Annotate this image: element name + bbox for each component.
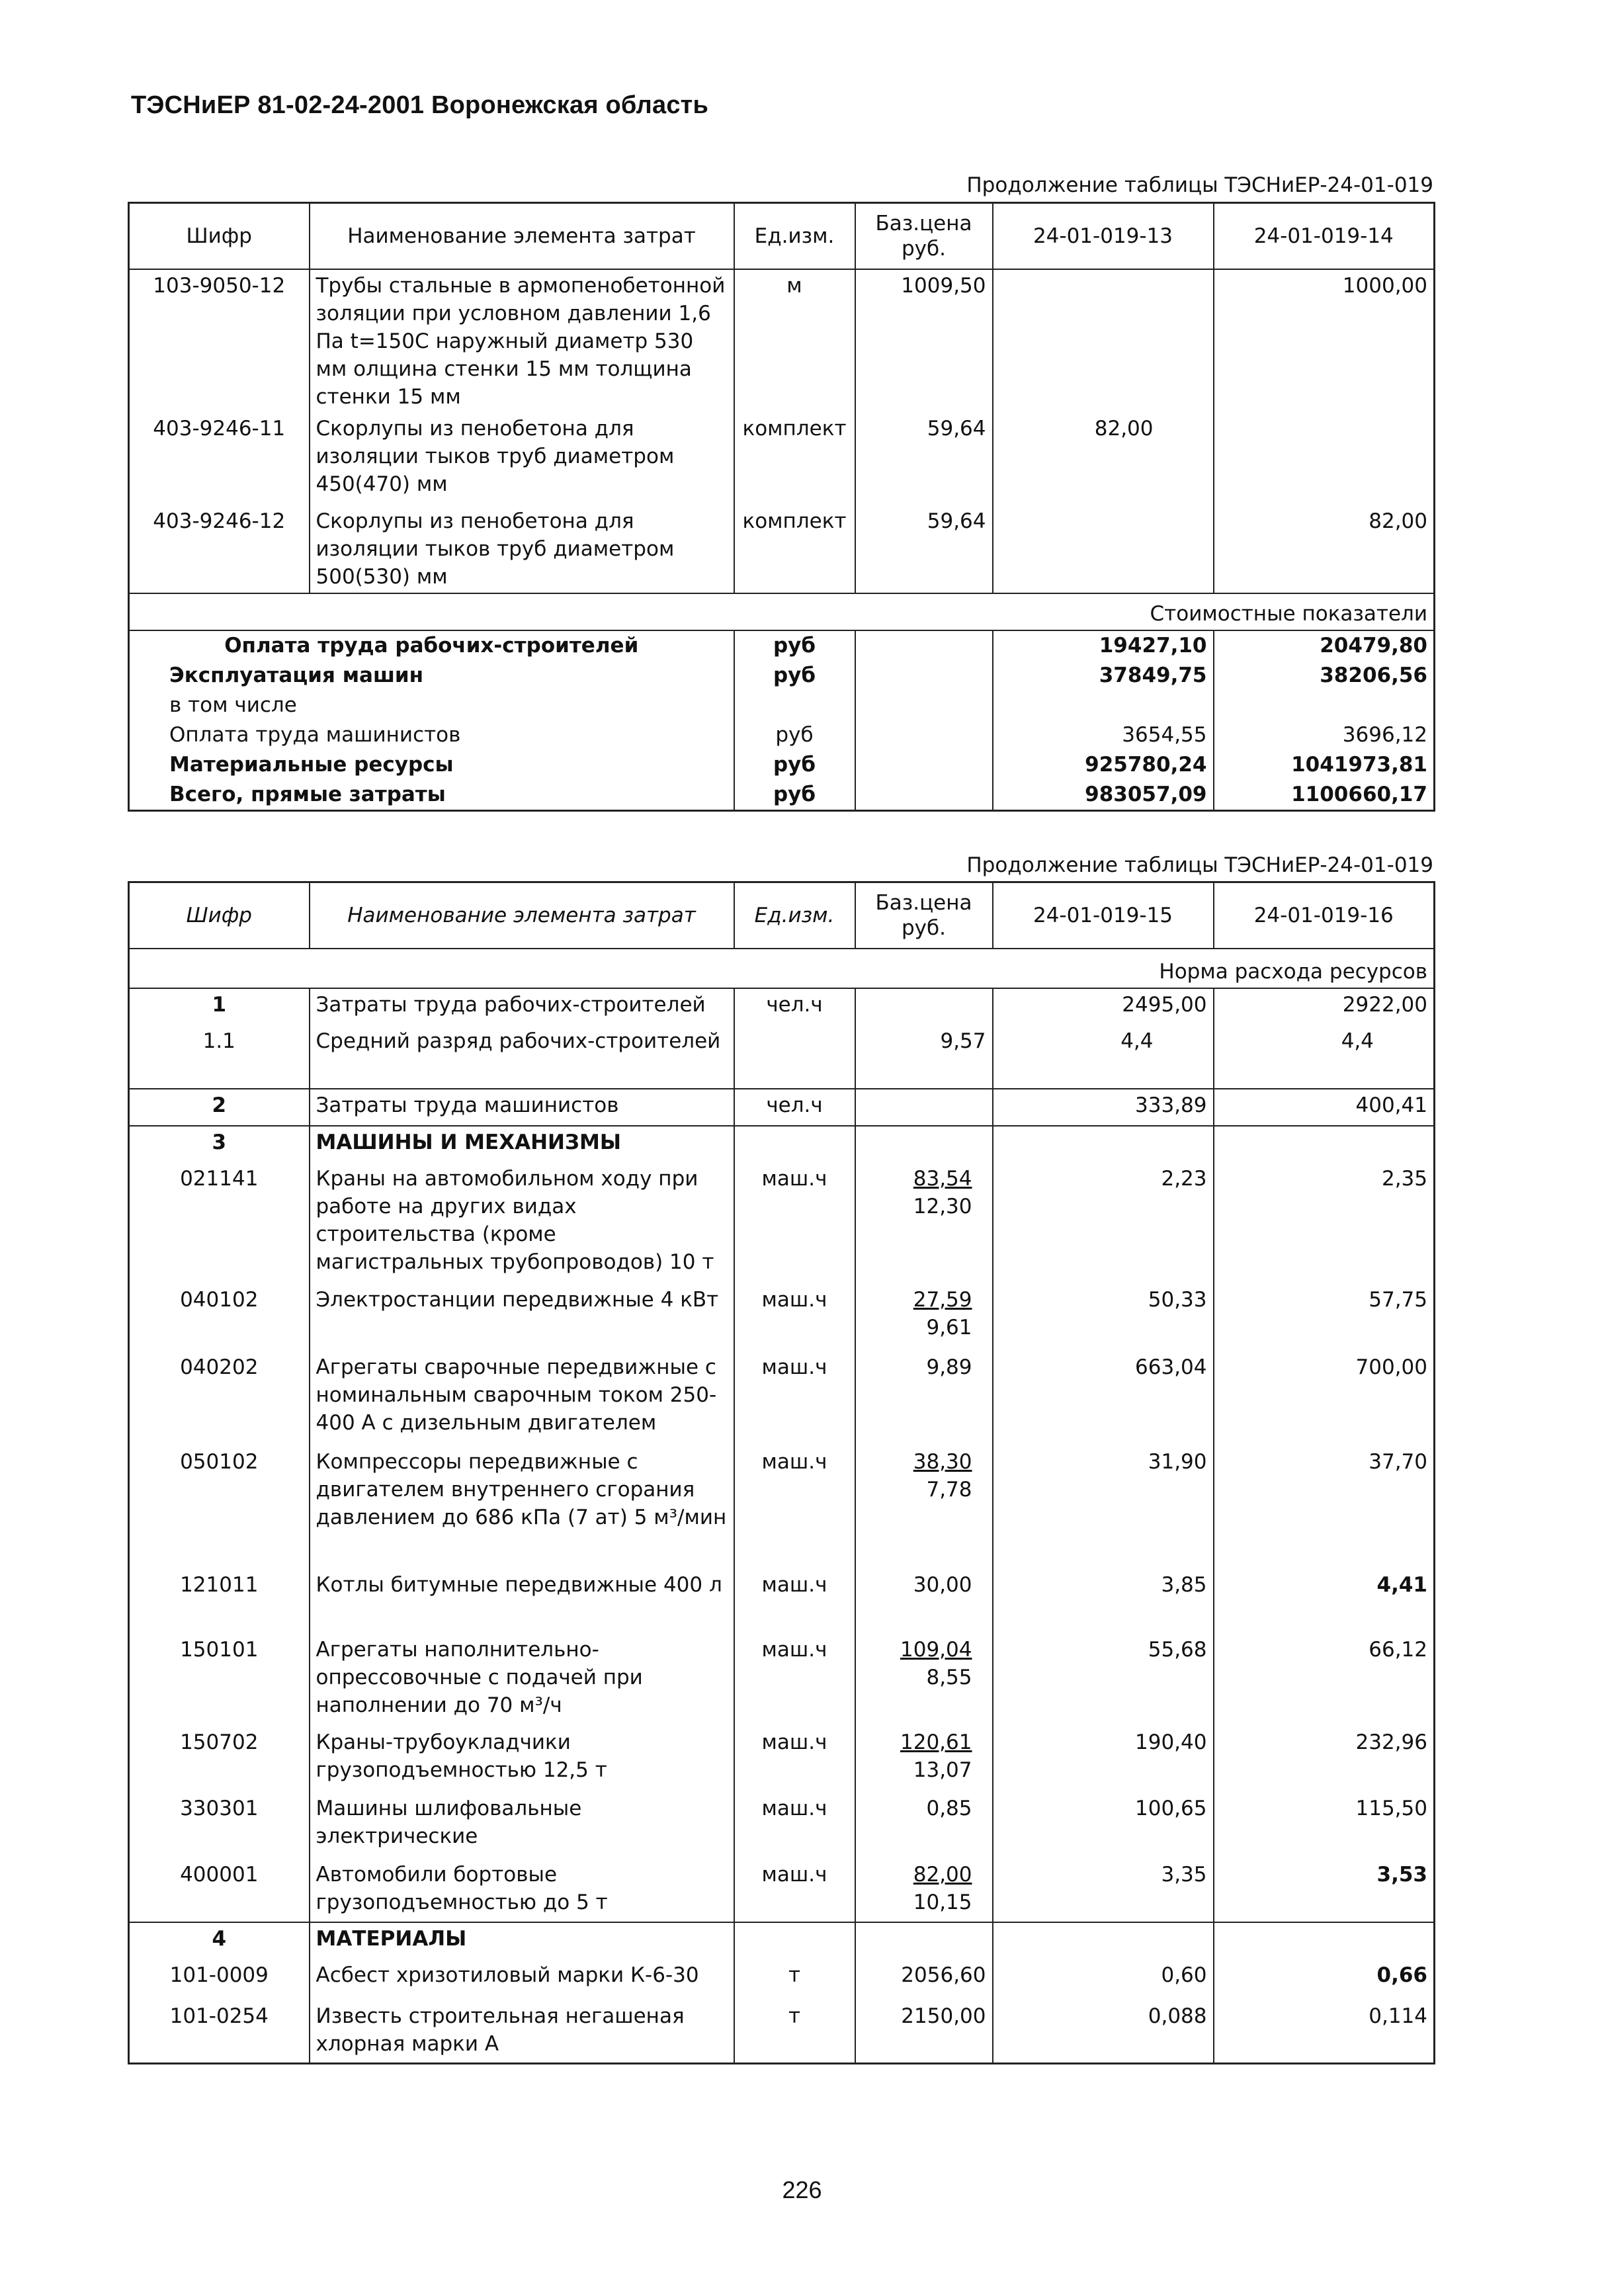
totals-row [129,661,1435,691]
header-col-16: 24-01-019-16 [1214,882,1435,949]
row-unit: чел.ч [734,988,855,1025]
total-label: Всего, прямые затраты [169,782,446,806]
total-value-2: 1100660,17 [1214,780,1435,811]
total-value-2: 1041973,81 [1214,750,1435,780]
row-price [855,988,993,1025]
table-row [129,1634,1435,1726]
price-base: 27,59 [913,1287,972,1312]
price-wages: 12,30 [913,1194,972,1218]
row-price: 9,57 [855,1025,993,1089]
row-name: Электростанции передвижные 4 кВт [310,1284,734,1351]
table-row [129,1793,1435,1859]
row-value-2: 4,41 [1214,1569,1435,1634]
row-price [855,1634,993,1726]
row-code: 101-0254 [169,2004,269,2028]
row-code: 1.1 [202,1029,235,1053]
header-code: Шифр [129,203,310,269]
row-value-1 [993,505,1214,593]
row-value-2: 2,35 [1214,1163,1435,1284]
row-unit: маш.ч [734,1284,855,1351]
row-name: Асбест хризотиловый марки К-6-30 [310,1959,734,2000]
total-value-1: 925780,24 [993,750,1214,780]
section-code: 3 [129,1126,310,1163]
header-price: Баз.цена руб. [855,203,993,269]
row-name: Скорлупы из пенобетона для изоляции тыков труб диаметром 500(530) мм [310,505,734,593]
total-value-2 [1214,691,1435,720]
row-name: Затраты труда рабочих-строителей [310,988,734,1025]
total-value-1: 3654,55 [993,720,1214,750]
row-name: Скорлупы из пенобетона для изоляции тыков труб диаметром 450(470) мм [310,413,734,505]
row-value-2: 3,53 [1214,1859,1435,1922]
row-value-2: 232,96 [1214,1726,1435,1793]
row-value-1: 2,23 [993,1163,1214,1284]
row-price: 1009,50 [855,269,993,413]
row-code: 040202 [180,1355,259,1379]
row-unit: маш.ч [734,1446,855,1569]
price-wages: 10,15 [913,1890,972,1914]
header-name: Наименование элемента затрат [310,882,734,949]
row-code: 330301 [180,1796,259,1820]
row-value-2 [1214,413,1435,505]
row-price [855,1859,993,1922]
row-price: 9,89 [855,1351,993,1446]
row-value-1 [993,1126,1214,1163]
total-price [855,691,993,720]
row-name: Компрессоры передвижные с двигателем внутреннего сгорания давлением до 686 кПа (7 ат) 5 м³/мин [310,1446,734,1569]
header-col-13: 24-01-019-13 [993,203,1214,269]
price-base: 82,00 [913,1862,972,1887]
row-unit: м [734,269,855,413]
row-value-1: 190,40 [993,1726,1214,1793]
table2 [128,881,1435,2064]
price-base: 109,04 [900,1637,972,1662]
total-price [855,750,993,780]
row-name: Котлы битумные передвижные 400 л [310,1569,734,1634]
total-label: Оплата труда машинистов [169,722,461,747]
row-unit: маш.ч [734,1351,855,1446]
row-value-2: 82,00 [1214,505,1435,593]
row-value-1: 3,35 [993,1859,1214,1922]
table-row [129,1351,1435,1446]
row-unit [734,1126,855,1163]
row-value-1: 0,60 [993,1959,1214,2000]
row-code: 403-9246-12 [153,509,286,533]
row-value-2 [1214,1126,1435,1163]
row-price [855,1726,993,1793]
row-unit: маш.ч [734,1163,855,1284]
row-code: 103-9050-12 [153,273,286,298]
row-code: 150702 [180,1730,259,1754]
row-value-1: 55,68 [993,1634,1214,1726]
row-name: Средний разряд рабочих-строителей [310,1025,734,1089]
total-label: в том числе [169,693,297,717]
row-price [855,1284,993,1351]
price-wages: 13,07 [913,1758,972,1782]
norm-section-row [129,949,1435,988]
row-code: 050102 [180,1449,259,1474]
row-name: Известь строительная негашеная хлорная марки А [310,2000,734,2064]
section-code: 4 [129,1922,310,1959]
row-value-2 [1214,1922,1435,1959]
row-code: 021141 [180,1166,259,1191]
row-value-1: 4,4 [993,1025,1214,1089]
row-unit: маш.ч [734,1793,855,1859]
section-row [129,1922,1435,1959]
row-code: 150101 [180,1637,259,1662]
row-code: 121011 [180,1572,259,1597]
row-value-1: 31,90 [993,1446,1214,1569]
total-price [855,630,993,661]
totals-row [129,720,1435,750]
row-unit [734,1922,855,1959]
header-unit: Ед.изм. [734,882,855,949]
table-row [129,1726,1435,1793]
table-row [129,1959,1435,2000]
row-code: 2 [129,1089,310,1126]
total-value-1: 19427,10 [993,630,1214,661]
price-wages: 9,61 [926,1315,972,1339]
price-wages: 7,78 [926,1477,972,1502]
table-row [129,1446,1435,1569]
table-row [129,413,1435,505]
table2-caption: Продолжение таблицы ТЭСНиЕР-24-01-019 [966,853,1433,877]
table-row [129,1163,1435,1284]
row-unit: комплект [734,413,855,505]
total-value-2: 3696,12 [1214,720,1435,750]
row-value-1: 0,088 [993,2000,1214,2064]
page-number: 226 [782,2176,822,2203]
table-row [129,505,1435,593]
row-unit [734,1025,855,1089]
totals-row [129,780,1435,811]
total-unit: руб [734,661,855,691]
section-title: МАШИНЫ И МЕХАНИЗМЫ [310,1126,734,1163]
total-unit: руб [734,750,855,780]
row-value-2: 2922,00 [1214,988,1435,1025]
table-row [129,1089,1435,1126]
total-price [855,780,993,811]
price-base: 120,61 [900,1730,972,1754]
row-price [855,1126,993,1163]
row-unit: т [734,1959,855,2000]
row-value-1: 50,33 [993,1284,1214,1351]
totals-row [129,630,1435,661]
table1 [128,202,1435,812]
document-title: ТЭСНиЕР 81-02-24-2001 Воронежская область [131,91,709,119]
row-price: 59,64 [855,413,993,505]
row-value-2: 37,70 [1214,1446,1435,1569]
table2-header-row [129,882,1435,949]
header-unit: Ед.изм. [734,203,855,269]
totals-row [129,750,1435,780]
total-price [855,720,993,750]
total-value-1: 983057,09 [993,780,1214,811]
row-name: Агрегаты сварочные передвижные с номинальным сварочным током 250-400 А с дизельным двигателем [310,1351,734,1446]
row-value-1: 2495,00 [993,988,1214,1025]
header-name: Наименование элемента затрат [310,203,734,269]
header-code: Шифр [129,882,310,949]
row-price [855,1446,993,1569]
row-value-1: 3,85 [993,1569,1214,1634]
table1-header-row [129,203,1435,269]
row-name: Агрегаты наполнительно-опрессовочные с подачей при наполнении до 70 м³/ч [310,1634,734,1726]
row-value-1: 100,65 [993,1793,1214,1859]
row-unit: маш.ч [734,1726,855,1793]
row-value-2: 700,00 [1214,1351,1435,1446]
row-name: Краны на автомобильном ходу при работе на других видах строительства (кроме магистральных трубопроводов) 10 т [310,1163,734,1284]
row-code: 1 [129,988,310,1025]
table-row [129,1859,1435,1922]
section-title: МАТЕРИАЛЫ [310,1922,734,1959]
row-name: Автомобили бортовые грузоподъемностью до 5 т [310,1859,734,1922]
row-price [855,1089,993,1126]
price-base: 83,54 [913,1166,972,1191]
total-value-1 [993,691,1214,720]
row-price: 30,00 [855,1569,993,1634]
total-label: Оплата труда рабочих-строителей [129,630,734,661]
row-price: 2150,00 [855,2000,993,2064]
row-value-2: 4,4 [1214,1025,1435,1089]
header-price: Баз.цена руб. [855,882,993,949]
row-unit: маш.ч [734,1569,855,1634]
total-unit [734,691,855,720]
row-unit: маш.ч [734,1859,855,1922]
row-code: 400001 [180,1862,259,1887]
row-price [855,1922,993,1959]
price-base: 38,30 [913,1449,972,1474]
row-value-2: 1000,00 [1214,269,1435,413]
row-unit: т [734,2000,855,2064]
row-price: 59,64 [855,505,993,593]
table-row [129,1025,1435,1089]
total-unit: руб [734,780,855,811]
norm-section-label: Норма расхода ресурсов [129,949,1435,988]
total-value-1: 37849,75 [993,661,1214,691]
row-value-1 [993,269,1214,413]
total-unit: руб [734,630,855,661]
row-code: 040102 [180,1287,259,1312]
row-name: Машины шлифовальные электрические [310,1793,734,1859]
row-value-2: 66,12 [1214,1634,1435,1726]
header-col-15: 24-01-019-15 [993,882,1214,949]
row-value-2: 400,41 [1214,1089,1435,1126]
total-unit: руб [734,720,855,750]
table1-caption: Продолжение таблицы ТЭСНиЕР-24-01-019 [966,173,1433,197]
row-value-1 [993,1922,1214,1959]
cost-section-label: Стоимостные показатели [129,593,1435,630]
header-col-14: 24-01-019-14 [1214,203,1435,269]
row-value-1: 333,89 [993,1089,1214,1126]
total-label: Эксплуатация машин [169,663,424,687]
price-wages: 8,55 [926,1665,972,1689]
row-unit: чел.ч [734,1089,855,1126]
table-row [129,1569,1435,1634]
row-value-2: 0,66 [1214,1959,1435,2000]
totals-row [129,691,1435,720]
row-value-1: 82,00 [993,413,1214,505]
total-value-2: 38206,56 [1214,661,1435,691]
row-name: Краны-трубоукладчики грузоподъемностью 12,5 т [310,1726,734,1793]
row-unit: комплект [734,505,855,593]
row-unit: маш.ч [734,1634,855,1726]
table-row [129,1284,1435,1351]
row-price [855,1163,993,1284]
total-price [855,661,993,691]
row-name: Трубы стальные в армопенобетонной золяции при условном давлении 1,6 Па t=150С наружный диаметр 530 мм олщина стенки 15 мм толщина стенки 15 мм [310,269,734,413]
row-name: Затраты труда машинистов [310,1089,734,1126]
cost-section-row [129,593,1435,630]
row-value-1: 663,04 [993,1351,1214,1446]
table-row [129,269,1435,413]
table-row [129,988,1435,1025]
total-value-2: 20479,80 [1214,630,1435,661]
total-label: Материальные ресурсы [169,752,454,777]
row-price: 2056,60 [855,1959,993,2000]
table-row [129,2000,1435,2064]
row-code: 403-9246-11 [153,416,286,441]
row-code: 101-0009 [169,1963,269,1987]
row-value-2: 115,50 [1214,1793,1435,1859]
section-row [129,1126,1435,1163]
row-value-2: 0,114 [1214,2000,1435,2064]
row-price: 0,85 [855,1793,993,1859]
row-value-2: 57,75 [1214,1284,1435,1351]
